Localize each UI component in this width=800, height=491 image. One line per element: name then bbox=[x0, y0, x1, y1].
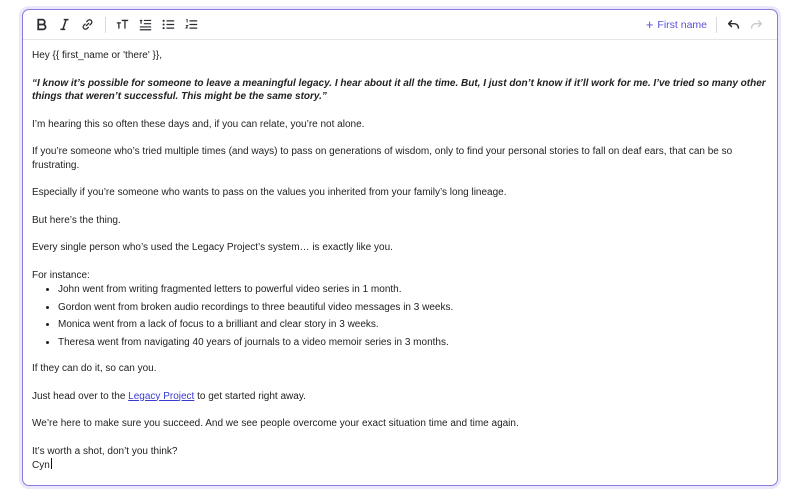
link-icon bbox=[81, 18, 94, 31]
toolbar-divider bbox=[105, 17, 106, 33]
paragraph: If they can do it, so can you. bbox=[32, 363, 157, 374]
quote: “I know it’s possible for someone to leave a meaningful legacy. I hear about it all the time. But, I just don’t know if it’ll work for me. I’ve tried so many other things that weren’t successful. This might be the same story.” bbox=[32, 77, 766, 102]
greeting: Hey {{ first_name or 'there' }}, bbox=[32, 50, 162, 61]
email-body[interactable] bbox=[23, 40, 777, 473]
paragraph: We’re here to make sure you succeed. And we see people overcome your exact situation time and time again. bbox=[32, 418, 519, 429]
text-cursor bbox=[51, 458, 52, 469]
bold-button[interactable] bbox=[31, 15, 51, 35]
italic-icon bbox=[58, 18, 71, 31]
legacy-project-link[interactable]: Legacy Project bbox=[128, 390, 195, 402]
indent-icon bbox=[139, 18, 152, 31]
signature: Cyn bbox=[32, 460, 50, 471]
paragraph: If you’re someone who’s tried multiple times (and ways) to pass on generations of wisdom, only to find your personal stories to fall on deaf ears, that can be so frustrating. bbox=[32, 146, 733, 171]
numbered-list-icon bbox=[185, 18, 198, 31]
paragraph bbox=[32, 390, 767, 404]
plus-icon: + bbox=[645, 17, 654, 32]
examples-list bbox=[32, 283, 767, 349]
list-item: • Monica went from a lack of focus to a brilliant and clear story in 3 weeks. bbox=[58, 318, 767, 332]
toolbar-divider bbox=[716, 17, 717, 33]
undo-button[interactable] bbox=[723, 15, 743, 35]
list-item: • John went from writing fragmented letters to powerful video series in 1 month. bbox=[58, 283, 767, 297]
link-suffix-text: to get started right away. bbox=[194, 390, 306, 402]
italic-button[interactable] bbox=[54, 15, 74, 35]
bullet-list-icon bbox=[162, 18, 175, 31]
paragraph: But here’s the thing. bbox=[32, 214, 121, 226]
email-editor bbox=[22, 9, 778, 486]
insert-first-name-button[interactable] bbox=[642, 18, 711, 31]
bold-icon bbox=[35, 18, 48, 31]
bullet-list-button[interactable] bbox=[158, 15, 178, 35]
editor-toolbar bbox=[23, 10, 777, 40]
redo-button[interactable] bbox=[746, 15, 766, 35]
indent-button[interactable] bbox=[135, 15, 155, 35]
closing-line: It’s worth a shot, don’t you think? bbox=[32, 445, 178, 457]
text-size-button[interactable] bbox=[112, 15, 132, 35]
link-button[interactable] bbox=[77, 15, 97, 35]
link-prefix-text: Just head over to the bbox=[32, 390, 129, 402]
list-item: • Gordon went from broken audio recordings to three beautiful video messages in 3 weeks. bbox=[58, 301, 767, 315]
first-name-label: First name bbox=[657, 18, 707, 31]
redo-icon bbox=[750, 18, 763, 31]
paragraph: Every single person who’s used the Legacy Project’s system… is exactly like you. bbox=[32, 242, 393, 253]
list-intro: For instance: bbox=[32, 269, 90, 281]
numbered-list-button[interactable] bbox=[181, 15, 201, 35]
signature-line bbox=[32, 458, 767, 473]
paragraph: I’m hearing this so often these days and, if you can relate, you’re not alone. bbox=[32, 118, 365, 130]
text-size-icon bbox=[116, 18, 129, 31]
list-item: • Theresa went from navigating 40 years of journals to a video memoir series in 3 months. bbox=[58, 336, 767, 350]
paragraph: Especially if you’re someone who wants to pass on the values you inherited from your family’s long lineage. bbox=[32, 187, 507, 198]
undo-icon bbox=[727, 18, 740, 31]
